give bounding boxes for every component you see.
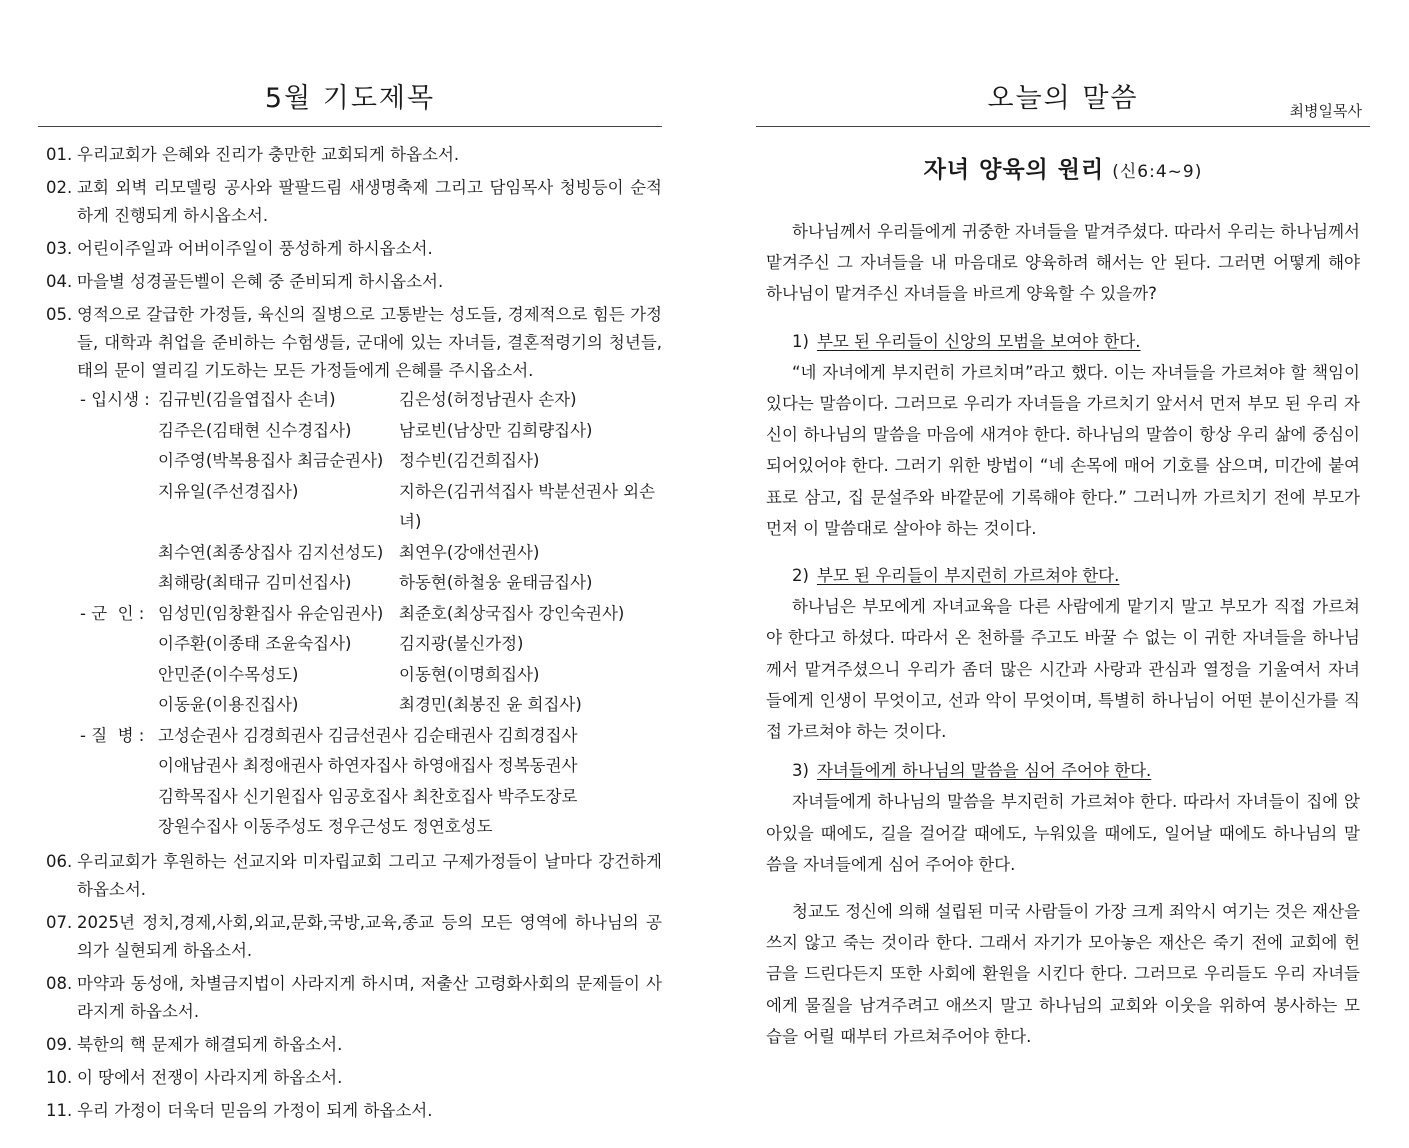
sick-group (46, 721, 662, 843)
item-number: 08. (46, 973, 73, 993)
sermon-column-title: 오늘의 말씀 (987, 83, 1139, 114)
name-entry: 정수빈(김건희집사) (399, 451, 540, 470)
item-text: 영적으로 갈급한 가정들, 육신의 질병으로 고통받는 성도들, 경제적으로 힘든 가정들, 대학과 취업을 준비하는 수험생들, 군대에 있는 자녀들, 결혼적령기의 청년들, 태의 문이 열리길 기도하는 모든 가정들에게 은혜를 주시옵소서. (77, 305, 662, 380)
item-number: 01. (46, 145, 73, 164)
point-heading-text: 자녀들에게 하나님의 말씀을 심어 주어야 한다. (816, 761, 1152, 781)
list-item (46, 1064, 662, 1092)
item-number: 02. (46, 178, 73, 197)
name-entry: 최경민(최봉진 윤 희집사) (399, 695, 582, 714)
name-line: 장원수집사 이동주성도 정우근성도 정연호성도 (158, 817, 493, 836)
name-entry: 지하은(김귀석집사 박분선권사 외손녀) (399, 481, 656, 531)
list-item (46, 235, 662, 263)
point-heading-text: 부모 된 우리들이 부지런히 가르쳐야 한다. (816, 566, 1120, 586)
point-heading (766, 326, 1360, 357)
item-text: 마약과 동성애, 차별금지법이 사라지게 하시며, 저출산 고령화사회의 문제들이 사라지게 하옵소서. (77, 973, 662, 1021)
closing-paragraph: 청교도 정신에 의해 설립된 미국 사람들이 가장 크게 죄악시 여기는 것은 재산을 쓰지 않고 죽는 것이라 한다. 그래서 자기가 모아놓은 재산은 죽기 전에 교회에 헌금을 드린다든지 또한 사회에 환원을 시킨다 한다. 그러므로 우리들도 우리 자녀들에게 물질을 남겨주려고 애쓰지 말고 하나님의 교회와 이웃을 위하여 봉사하는 모습을 어릴 때부터 가르쳐주어야 한다. (766, 902, 1360, 1046)
name-entry: 지유일(주선경집사) (158, 481, 299, 501)
list-item (46, 1031, 662, 1059)
point-number: 3) (792, 761, 809, 781)
name-entry: 최해랑(최태규 김미선집사) (158, 573, 352, 592)
name-entry: 김지광(불신가정) (399, 634, 524, 653)
prayer-list (46, 141, 662, 1130)
spacer (766, 544, 1360, 560)
point-heading (766, 560, 1360, 591)
item-number: 09. (46, 1034, 73, 1054)
name-entry: 김규빈(김을엽집사 손녀) (158, 390, 336, 409)
name-entry: 이동윤(이용진집사) (158, 695, 299, 714)
item-number: 03. (46, 239, 73, 258)
name-entry: 이주환(이종태 조윤숙집사) (158, 634, 352, 653)
list-item (46, 141, 662, 169)
item-text: 북한의 핵 문제가 해결되게 하옵소서. (77, 1034, 343, 1054)
point-heading-text: 부모 된 우리들이 신앙의 모범을 보여야 한다. (816, 331, 1141, 351)
list-item (46, 909, 662, 965)
list-item (46, 268, 662, 296)
list-item (46, 1097, 662, 1125)
name-entry: 최준호(최상국집사 강인숙권사) (399, 603, 625, 623)
item-text: 우리교회가 은혜와 진리가 충만한 교회되게 하옵소서. (77, 145, 460, 164)
prayer-title: 5월 기도제목 (264, 83, 436, 114)
item-text: 어린이주일과 어버이주일이 풍성하게 하시옵소서. (77, 239, 433, 258)
name-line: 김학목집사 신기원집사 임공호집사 최찬호집사 박주도장로 (158, 786, 578, 806)
intro-paragraph: 하나님께서 우리들에게 귀중한 자녀들을 맡겨주셨다. 따라서 우리는 하나님께서 맡겨주신 그 자녀들을 내 마음대로 양육하려 해서는 안 된다. 그러면 어떻게 해야 하나님이 맡겨주신 자녀들을 바르게 양육할 수 있을까? (766, 222, 1360, 304)
spacer (766, 747, 1360, 755)
name-grid (158, 385, 662, 599)
point-heading (766, 755, 1360, 786)
item-text: 우리교회가 후원하는 선교지와 미자립교회 그리고 구제가정들이 날마다 강건하게 하옵소서. (77, 851, 662, 899)
item-number: 07. (46, 912, 73, 932)
name-line: 고성순권사 김경희권사 김금선권사 김순태권사 김희경집사 (158, 725, 578, 745)
item-number: 10. (46, 1067, 73, 1087)
name-entry: 이주영(박복용집사 최금순권사) (158, 451, 384, 470)
name-entry: 김은성(허정남권사 손자) (399, 390, 577, 409)
point-paragraph: 자녀들에게 하나님의 말씀을 부지런히 가르쳐야 한다. 따라서 자녀들이 집에 앉아있을 때에도, 길을 걸어갈 때에도, 누워있을 때에도, 일어날 때에도 하나님의 말씀을 자녀들에게 심어 주어야 한다. (766, 792, 1360, 874)
name-entry: 이동현(이명희집사) (399, 664, 540, 684)
item-number: 05. (46, 305, 73, 324)
spacer (766, 880, 1360, 896)
point-paragraph: 하나님은 부모에게 자녀교육을 다른 사람에게 맡기지 말고 부모가 직접 가르쳐야 한다고 하셨다. 따라서 온 천하를 주고도 바꿀 수 없는 이 귀한 자녀들을 하나님께서 맡겨주셨으니 우리가 좀더 많은 시간과 사랑과 관심과 열정을 기울여서 자녀들에게 인생이 무엇이고, 선과 악이 무엇이며, 특별히 하나님이 어떤 분이신가를 직접 가르쳐야 하는 것이다. (766, 597, 1360, 742)
name-entry: 남로빈(남상만 김희량집사) (399, 420, 593, 440)
name-entry: 안민준(이수목성도) (158, 664, 299, 684)
title-divider (756, 126, 1370, 127)
title-divider (38, 126, 662, 127)
name-entry: 하동현(하철웅 윤태금집사) (399, 573, 593, 592)
author-name: 최병일목사 (1289, 102, 1362, 120)
name-entry: 임성민(임창환집사 유순임권사) (158, 603, 384, 623)
sermon-title (756, 151, 1370, 184)
item-text: 2025년 정치,경제,사회,외교,문화,국방,교육,종교 등의 모든 영역에 하나님의 공의가 실현되게 하옵소서. (77, 912, 662, 960)
item-text: 우리 가정이 더욱더 믿음의 가정이 되게 하옵소서. (77, 1100, 433, 1120)
name-entry: 김주은(김태현 신수경집사) (158, 420, 352, 440)
item-number: 06. (46, 851, 73, 871)
name-grid (158, 599, 624, 721)
item-text: 이 땅에서 전쟁이 사라지게 하옵소서. (77, 1067, 343, 1087)
list-item (46, 848, 662, 904)
scripture-reference: (신6:4~9) (1112, 162, 1203, 182)
group-label: - 질 병 : (80, 725, 145, 745)
list-item (46, 174, 662, 230)
item-text: 마을별 성경골든벨이 은혜 중 준비되게 하시옵소서. (77, 272, 444, 291)
point-paragraph: “네 자녀에게 부지런히 가르치며”라고 했다. 이는 자녀들을 가르쳐야 할 책임이 있다는 말씀이다. 그러므로 우리가 자녀들을 가르치기 앞서서 먼저 부모 된 우리 자신이 하나님의 말씀을 마음에 새겨야 한다. 하나님의 말씀이 항상 우리 삶에 중심이 되어있어야 한다. 그러기 위한 방법이 “네 손목에 매어 기호를 삼으며, 미간에 붙여 표로 삼고, 집 문설주와 바깥문에 기록해야 한다.” 그러니까 가르치기 전에 부모가 먼저 이 말씀대로 살아야 하는 것이다. (766, 362, 1360, 538)
name-lines (158, 721, 577, 843)
item-number: 11. (46, 1100, 73, 1120)
name-entry: 최수연(최종상집사 김지선성도) (158, 542, 384, 562)
spacer (766, 310, 1360, 326)
group-label: - 입시생 : (80, 390, 150, 409)
item-number: 04. (46, 272, 73, 291)
soldiers-group (46, 599, 662, 721)
name-line: 이애남권사 최정애권사 하연자집사 하영애집사 정복동권사 (158, 756, 578, 775)
group-label: - 군 인 : (80, 603, 145, 623)
item-text: 교회 외벽 리모델링 공사와 팔팔드림 새생명축제 그리고 담임목사 청빙등이 순적하게 진행되게 하시옵소서. (77, 178, 662, 225)
list-item (46, 301, 662, 385)
point-number: 2) (792, 566, 809, 586)
point-number: 1) (792, 331, 809, 351)
exam-students-group (46, 385, 662, 599)
sermon-body (766, 216, 1360, 1052)
sermon-title-text: 자녀 양육의 원리 (923, 157, 1105, 183)
name-entry: 최연우(강애선권사) (399, 542, 540, 562)
list-item (46, 970, 662, 1026)
